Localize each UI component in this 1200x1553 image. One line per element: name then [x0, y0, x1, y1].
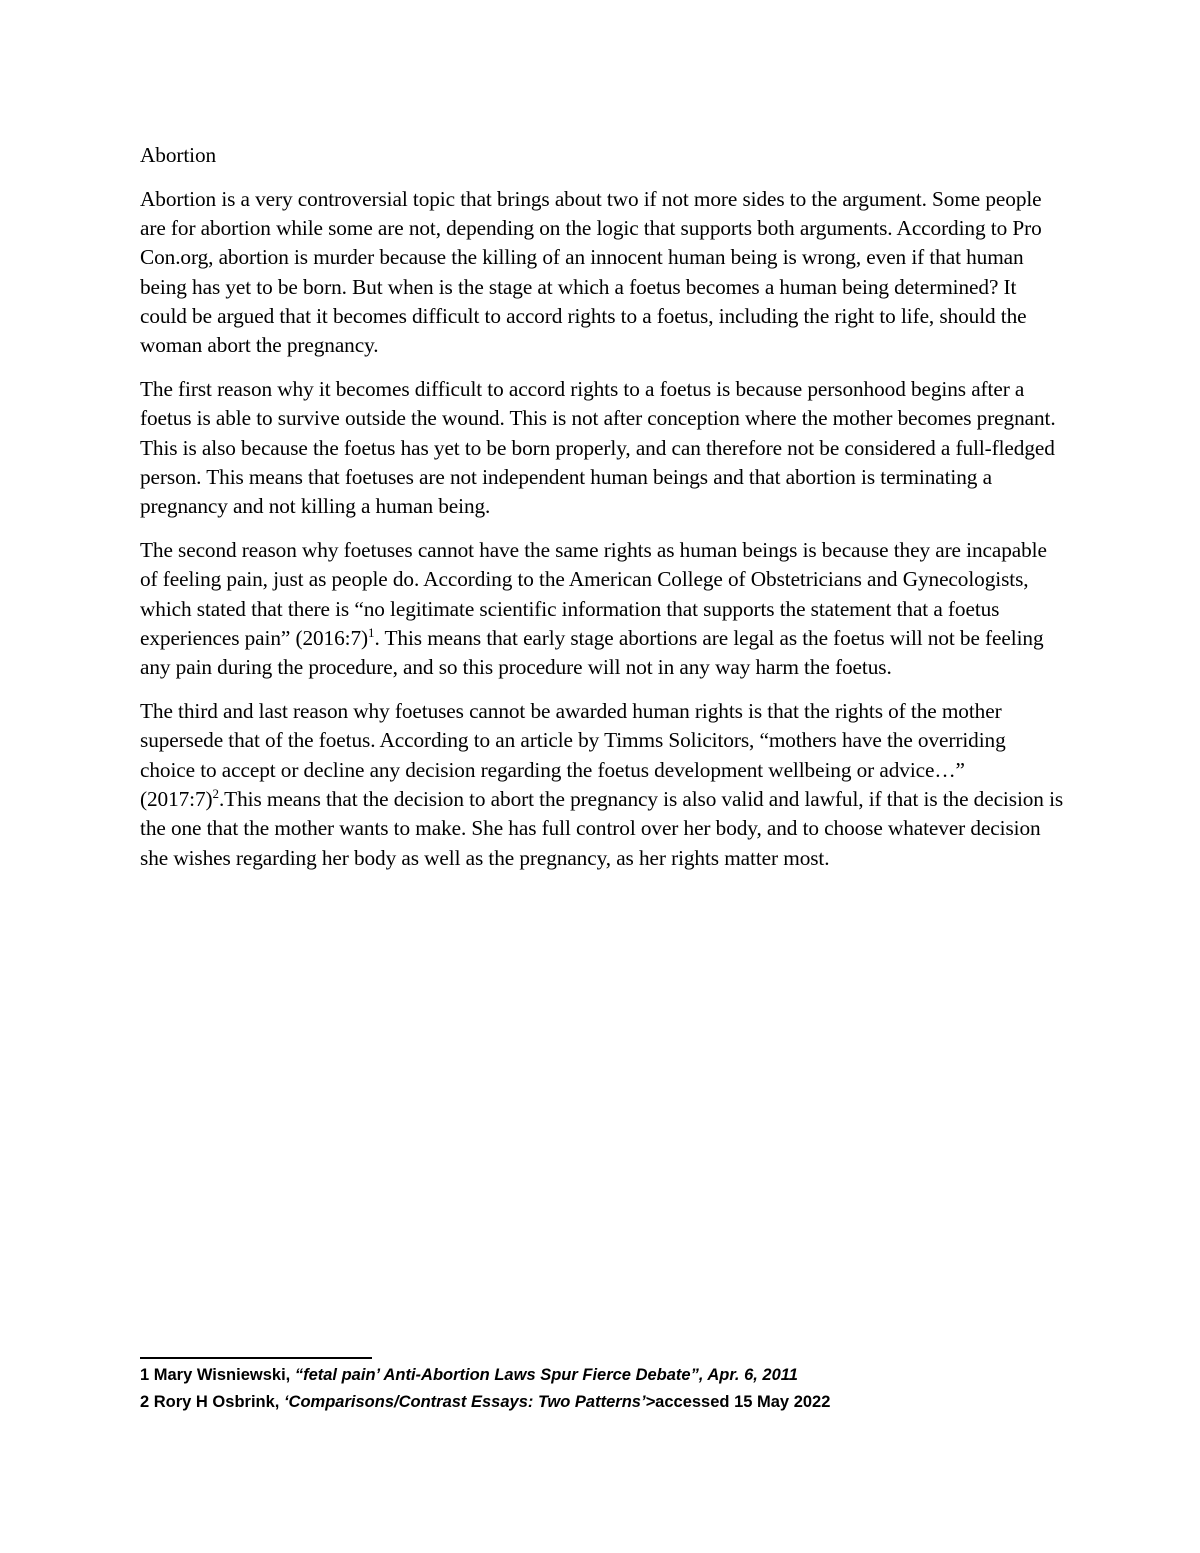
footnote-1-author: 1 Mary Wisniewski,	[140, 1366, 295, 1384]
paragraph-1: Abortion is a very controversial topic that brings about two if not more sides to the argument. Some people are for abortion while some are not, depending on the logic that supports both arguments. According to Pro Con.org, abortion is murder because the killing of an innocent human being is wrong, even if that human being has yet to be born. But when is the stage at which a foetus becomes a human being determined? It could be argued that it becomes difficult to accord rights to a foetus, including the right to life, should the woman abort the pregnancy.	[140, 186, 1042, 358]
paragraph-3	[140, 536, 1065, 682]
paragraph-2: The first reason why it becomes difficult to accord rights to a foetus is because personhood begins after a foetus is able to survive outside the wound. This is not after conception where the mother becomes pregnant. This is also because the foetus has yet to be born properly, and can therefore not be considered a full-fledged person. This means that foetuses are not independent human beings and that abortion is terminating a pregnancy and not killing a human being.	[140, 377, 1056, 519]
footnote-2	[140, 1389, 1140, 1416]
footnote-1	[140, 1362, 1140, 1389]
footnote-ref-2[interactable]: 2	[212, 785, 219, 801]
essay-body	[140, 141, 1065, 887]
paragraph-3-text-cont: . This means that early stage abortions are legal as the foetus will not be feeling any pain during the procedure, and so this procedure will not in any way harm the foetus.	[140, 625, 1044, 680]
footnote-separator	[140, 1357, 372, 1359]
paragraph-3-text: The second reason why foetuses cannot have the same rights as human beings is because they are incapable of feeling pain, just as people do. According to the American College of Obstetricians and Gynecologists, which stated that there is “no legitimate scientific information that supports the statement that a foetus experiences pain” (2016:7)	[140, 538, 1047, 650]
footnote-2-tail: accessed 15 May 2022	[655, 1393, 831, 1411]
footnotes	[140, 1362, 1140, 1416]
paragraph-4-text: The third and last reason why foetuses cannot be awarded human rights is that the rights of the mother supersede that of the foetus. According to an article by Timms Solicitors, “mothers have the overriding choice to accept or decline any decision regarding the foetus development wellbeing or advice…” (2017:7)	[140, 699, 1006, 811]
footnote-1-title: “fetal pain’ Anti-Abortion Laws Spur Fierce Debate”, Apr. 6, 2011	[294, 1366, 798, 1384]
paragraph-4	[140, 697, 1065, 873]
footnote-2-title: ‘Comparisons/Contrast Essays: Two Patterns’>	[283, 1393, 656, 1411]
footnote-ref-1[interactable]: 1	[368, 624, 375, 640]
paragraph-4-text-cont: .This means that the decision to abort the pregnancy is also valid and lawful, if that is the decision is the one that the mother wants to make. She has full control over her body, and to choose whatever decision she wishes regarding her body as well as the pregnancy, as her rights matter most.	[140, 786, 1064, 870]
document-title: Abortion	[140, 143, 217, 167]
footnote-2-author: 2 Rory H Osbrink,	[140, 1393, 284, 1411]
